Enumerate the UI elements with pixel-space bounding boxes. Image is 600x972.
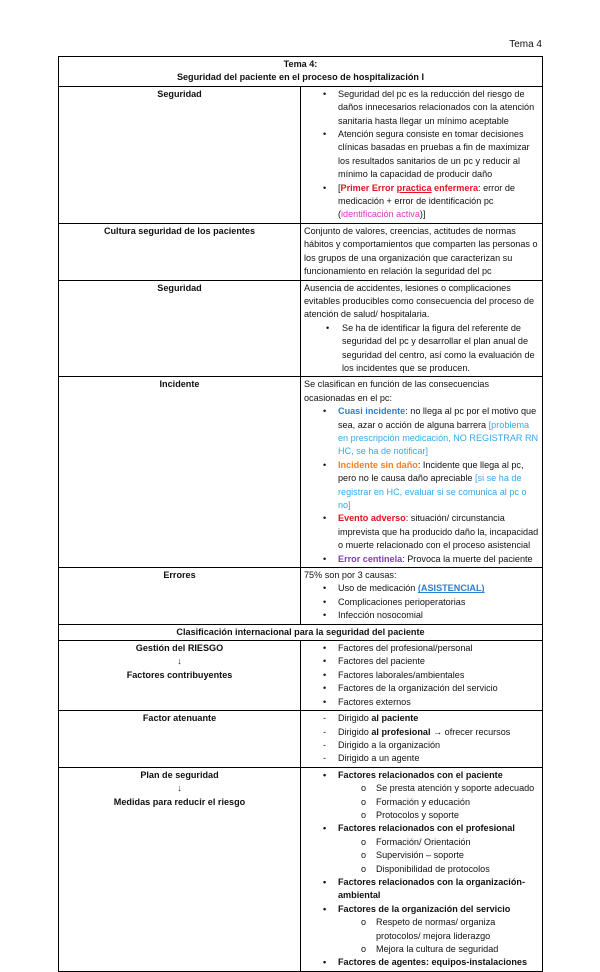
content-table [58,56,543,972]
seguridad-2-text: Ausencia de accidentes, lesiones o complicaciones evitables producibles como consecuencia del proceso de atención de salud/ hospitalaria. [304,282,535,320]
list-item: • Factores laborales/ambientales [304,669,539,682]
label-cultura: Cultura seguridad de los pacientes [59,223,301,280]
list-item: • Cuasi incidente: no llega al pc por el motivo que sea, azar o acción de alguna barrera [problema en prescripción medicación, NO REGISTRAR RN HC, se ha de notificar] [304,405,539,459]
row-clasificacion [59,624,543,640]
incidente-intro: Se clasifican en función de las consecuencias ocasionadas en el pc: [304,379,490,403]
title-line-1: Tema 4: [283,59,318,69]
content-errores [301,568,543,625]
list-item: - Dirigido al profesional → ofrecer recursos [304,726,539,739]
list-item: • [Primer Error practica enfermera: error de medicación + error de identificación pc (identificación activa)] [304,182,539,222]
clasificacion-heading: Clasificación internacional para la seguridad del paciente [59,624,543,640]
list-item: - Dirigido al paciente [304,712,539,725]
list-item: • Complicaciones perioperatorias [304,596,539,609]
label-plan: Plan de seguridad ↓ Medidas para reducir el riesgo [59,767,301,971]
content-cultura: Conjunto de valores, creencias, actitudes de normas hábitos y comportamientos que comparten las personas o los grupos de una organización que caracterizan su funcionamiento en relación la seguridad del pc [301,223,543,280]
list-item: • Incidente sin daño: Incidente que llega al pc, pero no le causa daño apreciable [si se ha de registrar en HC, evaluar si se comunica al pc o no] [304,459,539,513]
list-item: • Se ha de identificar la figura del referente de seguridad del pc y desarrollar el plan anual de seguridad del centro, así como la evaluación de los incidentes que se producen. [304,322,539,376]
list-item: o Supervisión – soporte [304,849,539,862]
row-seguridad-1 [59,86,543,223]
row-atenuante [59,711,543,768]
list-item: • Factores del paciente [304,655,539,668]
row-errores [59,568,543,625]
content-gestion [301,641,543,711]
list-item: • Factores relacionados con el profesional [304,822,539,835]
list-item: • Infección nosocomial [304,609,539,622]
title-row [59,57,543,87]
list-item: • Atención segura consiste en tomar decisiones clínicas basadas en pruebas a fin de maximizar los resultados sanitarios de un pc y reducir al mínimo la capacidad de producir daño [304,128,539,182]
list-item: o Formación/ Orientación [304,836,539,849]
list-item: • Factores externos [304,696,539,709]
errores-intro: 75% son por 3 causas: [304,570,397,581]
title-cell [59,57,543,87]
list-item: - Dirigido a un agente [304,752,539,765]
title-line-2: Seguridad del paciente en el proceso de hospitalización I [176,72,425,83]
list-item: o Protocolos y soporte [304,809,539,822]
list-item: o Disponibilidad de protocolos [304,863,539,876]
row-seguridad-2 [59,280,543,377]
label-atenuante: Factor atenuante [59,711,301,768]
content-seguridad-1 [301,86,543,223]
list-item: o Formación y educación [304,796,539,809]
list-item: o Mejora la cultura de seguridad [304,943,539,956]
list-item: o Respeto de normas/ organiza protocolos/ mejora liderazgo [304,916,539,943]
row-cultura [59,223,543,280]
label-seguridad-2: Seguridad [59,280,301,377]
content-seguridad-2 [301,280,543,377]
label-seguridad-1: Seguridad [59,86,301,223]
list-item: • Factores relacionados con el paciente [304,769,539,782]
down-arrow-icon: ↓ [177,783,182,794]
list-item: • Factores de agentes: equipos-instalaciones [304,956,539,969]
list-item: - Dirigido a la organización [304,739,539,752]
page-label: Tema 4 [509,39,542,50]
content-atenuante [301,711,543,768]
list-item: • Error centinela: Provoca la muerte del paciente [304,553,539,566]
content-plan [301,767,543,971]
list-item: • Factores del profesional/personal [304,642,539,655]
list-item: • Factores de la organización del servicio [304,903,539,916]
list-item: • Evento adverso: situación/ circunstancia imprevista que ha producido daño la, incapacidad o muerte relacionado con el proceso asistencial [304,512,539,552]
row-plan [59,767,543,971]
list-item: • Factores relacionados con la organización- ambiental [304,876,539,903]
row-gestion [59,641,543,711]
label-gestion: Gestión del RIESGO ↓ Factores contribuyentes [59,641,301,711]
content-incidente [301,377,543,568]
list-item: • Factores de la organización del servicio [304,682,539,695]
list-item: o Se presta atención y soporte adecuado [304,782,539,795]
list-item: • Seguridad del pc es la reducción del riesgo de daños innecesarios relacionados con la atención sanitaria hasta llegar un mínimo aceptable [304,88,539,128]
row-incidente [59,377,543,568]
label-errores: Errores [59,568,301,625]
down-arrow-icon: ↓ [177,656,182,667]
label-incidente: Incidente [59,377,301,568]
list-item: • Uso de medicación (ASISTENCIAL) [304,582,539,595]
